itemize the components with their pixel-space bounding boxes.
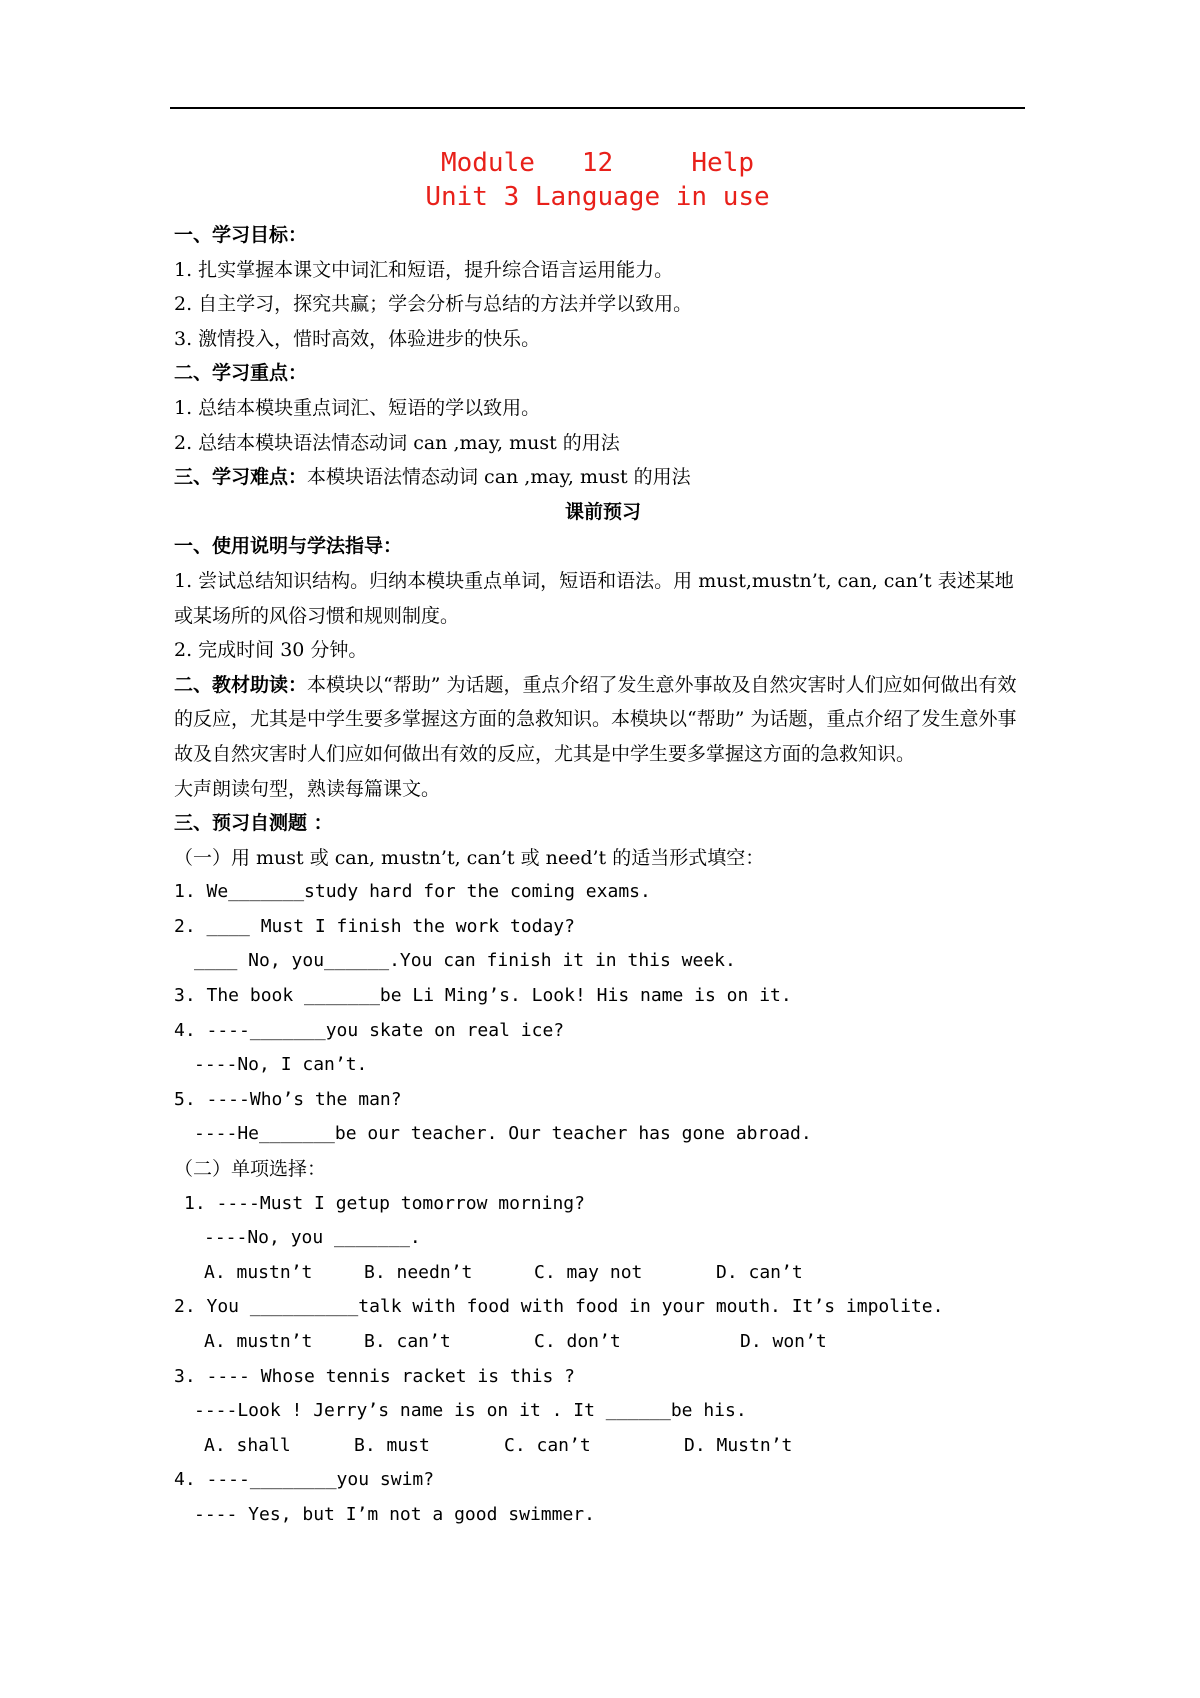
usage-item-2: 2. 完成时间 30 分钟。 — [174, 639, 368, 662]
option-c: C. don’t — [534, 1331, 621, 1352]
goal-item-1: 1. 扎实掌握本课文中词汇和短语，提升综合语言运用能力。 — [174, 258, 674, 281]
option-b: B. needn’t — [364, 1261, 473, 1283]
option-b: B. must — [354, 1434, 430, 1456]
fill-line-5: 5. ----Who’s the man? — [174, 1088, 402, 1110]
fill-line-1: 1. We_______study hard for the coming exams. — [174, 881, 651, 903]
fill-line-4b: ----No, I can’t. — [194, 1054, 368, 1076]
goals-heading: 一、学习目标： — [174, 224, 308, 246]
goal-item-2: 2. 自主学习，探究共赢；学会分析与总结的方法并学以致用。 — [174, 293, 693, 316]
difficulty-text: 本模块语法情态动词 can ,may, must 的用法 — [307, 466, 691, 489]
choice-q3-options — [174, 1429, 1032, 1464]
selftest-heading: 三、预习自测题 ： — [174, 812, 333, 835]
fill-line-4: 4. ----_______you skate on real ice? — [174, 1019, 565, 1041]
choice-q2-options — [174, 1325, 1032, 1360]
focus-heading: 二、学习重点： — [174, 362, 308, 385]
difficulty-heading: 三、学习难点： — [174, 466, 308, 489]
option-c: C. can’t — [504, 1434, 591, 1456]
preview-heading: 课前预习 — [564, 500, 641, 523]
textbook-paragraph — [174, 668, 1032, 772]
option-d: D. won’t — [740, 1331, 827, 1352]
module-title: Module 12 Help — [440, 148, 755, 178]
choice-q3-stem2: ----Look ! Jerry’s name is on it . It ______be his. — [194, 1400, 747, 1422]
option-a: A. mustn’t — [204, 1261, 313, 1283]
choice-q1-stem2: ----No, you _______. — [204, 1227, 421, 1249]
fill-line-2: 2. ____ Must I finish the work today? — [174, 915, 575, 937]
option-b: B. can’t — [364, 1331, 451, 1352]
option-a: A. shall — [204, 1434, 291, 1456]
fill-line-5b: ----He_______be our teacher. Our teacher has gone abroad. — [194, 1123, 812, 1145]
option-a: A. mustn’t — [204, 1331, 313, 1352]
option-d: D. Mustn’t — [684, 1434, 793, 1456]
choice-q1-options — [174, 1256, 1032, 1291]
title-block — [170, 146, 1025, 214]
choice-q3-stem: 3. ---- Whose tennis racket is this ? — [174, 1365, 575, 1387]
usage-item-1: 1. 尝试总结知识结构。归纳本模块重点单词，短语和语法。用 must,mustn’t, can, can’t 表述某地或某场所的风俗习惯和规则制度。 — [174, 569, 1014, 627]
part2-heading: （二）单项选择： — [174, 1158, 327, 1181]
choice-q4-stem: 4. ----________you swim? — [174, 1469, 435, 1491]
usage-heading: 一、使用说明与学法指导： — [174, 535, 403, 558]
content — [174, 218, 1032, 1533]
part1-heading: （一）用 must 或 can, mustn’t, can’t 或 need’t 的适当形式填空： — [174, 846, 765, 869]
option-c: C. may not — [534, 1261, 643, 1283]
difficulty-line — [174, 460, 1032, 495]
goal-item-3: 3. 激情投入，惜时高效，体验进步的快乐。 — [174, 327, 541, 350]
textbook-text: 本模块以“帮助” 为话题，重点介绍了发生意外事故及自然灾害时人们应如何做出有效的反应，尤其是中学生要多掌握这方面的急救知识。本模块以“帮助” 为话题，重点介绍了发生意外事故及自然灾害时人们应如何做出有效的反应，尤其是中学生要多掌握这方面的急救知识。 — [174, 673, 1017, 765]
choice-q1-stem: 1. ----Must I getup tomorrow morning? — [184, 1192, 585, 1214]
choice-q2-stem: 2. You __________talk with food with food in your mouth. It’s impolite. — [174, 1296, 944, 1318]
fill-line-2b: ____ No, you______.You can finish it in this week. — [194, 950, 736, 972]
read-aloud-line: 大声朗读句型，熟读每篇课文。 — [174, 777, 441, 800]
choice-q4-stem2: ---- Yes, but I’m not a good swimmer. — [194, 1503, 595, 1525]
fill-line-3: 3. The book _______be Li Ming’s. Look! His name is on it. — [174, 985, 792, 1007]
textbook-heading: 二、教材助读： — [174, 673, 308, 696]
option-d: D. can’t — [716, 1261, 803, 1283]
focus-item-2: 2. 总结本模块语法情态动词 can ,may, must 的用法 — [174, 431, 620, 454]
focus-item-1: 1. 总结本模块重点词汇、短语的学以致用。 — [174, 396, 541, 419]
header-rule — [170, 107, 1025, 109]
unit-title: Unit 3 Language in use — [425, 182, 770, 212]
